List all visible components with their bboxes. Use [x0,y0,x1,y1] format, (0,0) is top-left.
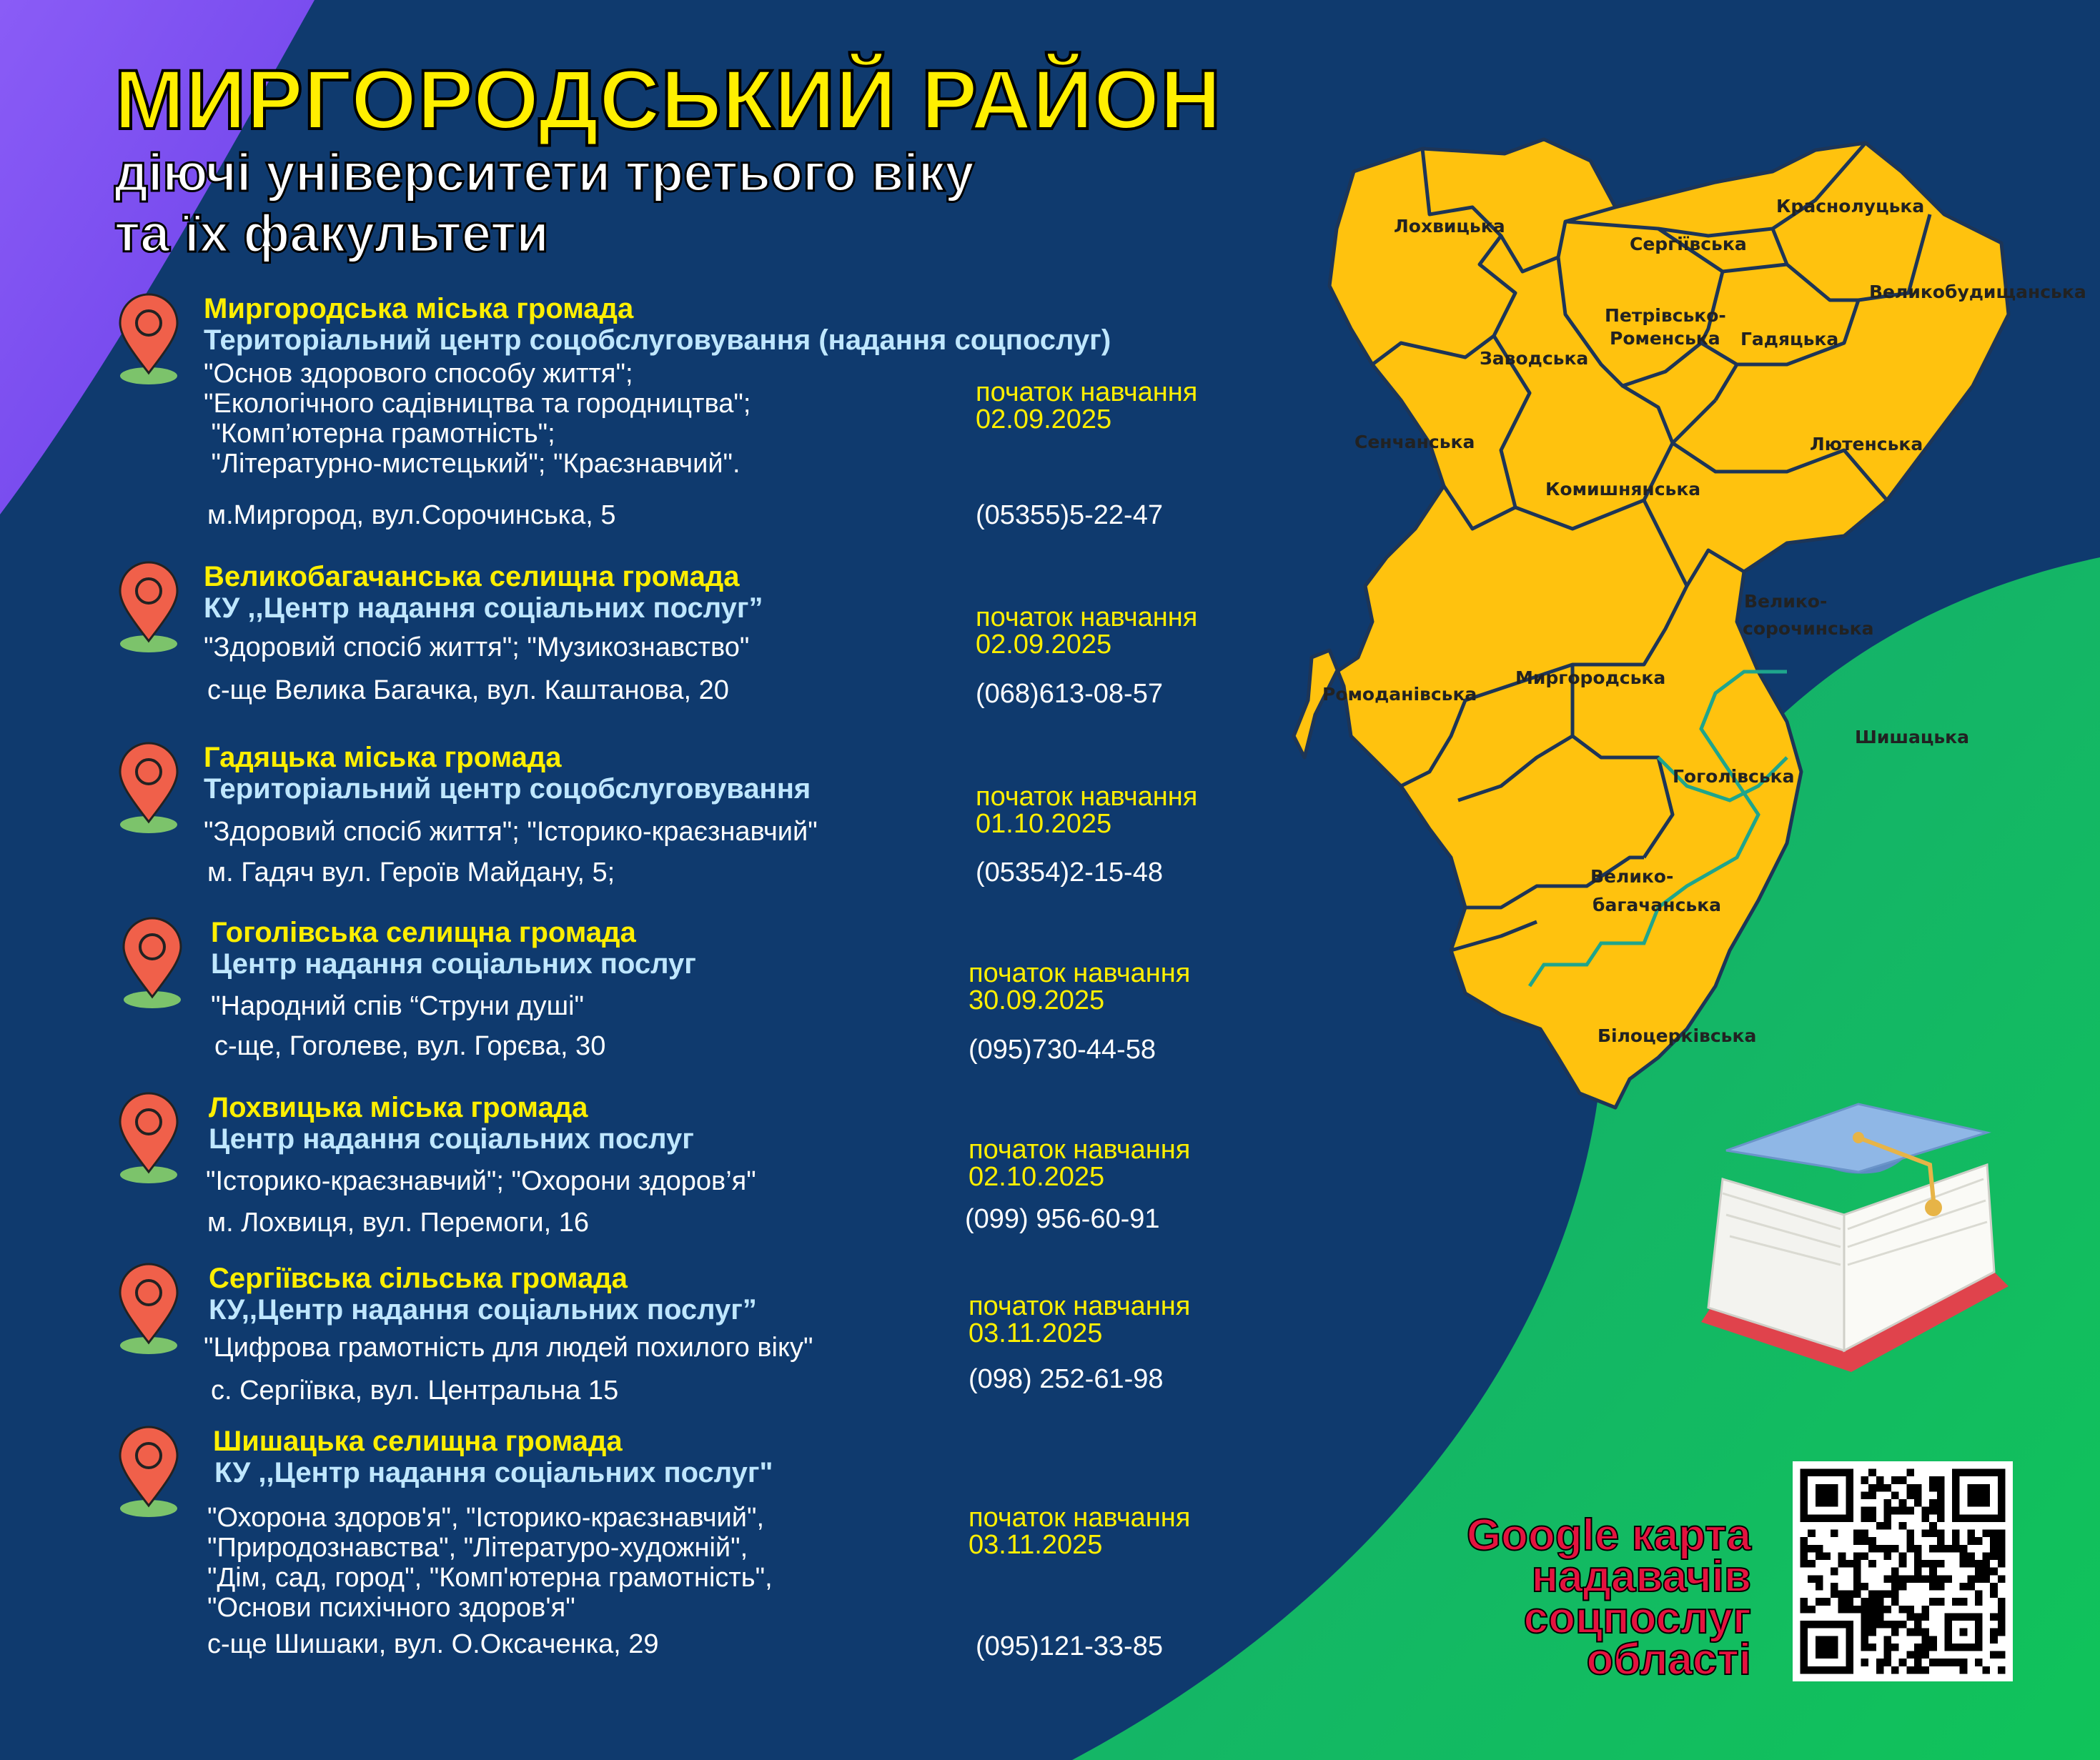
phone-number: (05354)2-15-48 [976,857,1163,888]
faculties-list: "Цифрова грамотність для людей похилого віку" [204,1333,813,1363]
community-name: Сергіївська сільська громада [209,1263,628,1294]
start-label: початок навчання [969,1291,1191,1321]
qr-code[interactable] [1793,1461,2013,1681]
map-label-krasnoluchka: Краснолуцька [1776,196,1925,217]
map-label-hoholivska: Гоголівська [1673,766,1795,787]
start-date: 30.09.2025 [969,985,1105,1015]
start-block [976,783,1197,837]
start-label: початок навчання [969,1503,1191,1533]
community-entry-hadiach [114,742,1258,899]
address: с-ще Шишаки, вул. О.Оксаченка, 29 [207,1629,659,1659]
phone-number: (095)121-33-85 [976,1631,1163,1661]
start-label: початок навчання [969,1135,1191,1165]
start-block [969,960,1190,1014]
map-label-velykobah-line2: багачанська [1593,895,1722,915]
organization-name: КУ ,,Центр надання соціальних послуг” [204,592,763,624]
location-pin-icon [118,917,187,1010]
phone-number: (099) 956-60-91 [965,1204,1160,1234]
map-label-romodanivska: Ромоданівська [1322,684,1477,705]
community-entry-velyka-bahachka [114,561,1258,718]
map-label-komyshnianska: Комишнянська [1545,479,1701,499]
start-label: початок навчання [976,782,1198,812]
map-label-serhiivska: Сергіївська [1630,234,1747,254]
location-pin-icon [114,742,183,835]
map-label-lokhvytska: Лохвицька [1394,216,1505,237]
phone-number: (098) 252-61-98 [969,1364,1164,1394]
community-name: Лохвицька міська громада [209,1092,588,1123]
start-block [969,1293,1190,1347]
community-entry-lokhvytsia [114,1092,1258,1249]
district-map [1287,129,2100,1143]
start-block [969,1504,1190,1558]
start-date: 02.10.2025 [969,1162,1105,1192]
organization-name: Центр надання соціальних послуг [211,948,696,980]
start-label: початок навчання [976,602,1198,632]
map-label-petrivsko-line2: Роменська [1610,328,1720,349]
faculties-list: "Здоровий спосіб життя"; "Музикознавство" [204,632,750,662]
community-entry-hoholeve [114,917,1258,1074]
faculties-list: "Здоровий спосіб життя"; "Історико-краєзнавчий" [204,817,818,847]
address: м. Гадяч вул. Героїв Майдану, 5; [207,857,615,888]
faculties-list: "Історико-краєзнавчий"; "Охорони здоров’я" [206,1166,756,1196]
phone-number: (068)613-08-57 [976,679,1163,709]
start-date: 01.10.2025 [976,809,1112,839]
community-entry-serhiivka [114,1263,1258,1420]
organization-name: Територіальний центр соцобслуговування [204,773,811,805]
organization-name: Територіальний центр соцобслуговування (надання соцпослуг) [204,324,1111,356]
book-graduation-cap-icon [1687,1093,2023,1393]
page-subtitle-line1: діючі університети третього віку [114,143,975,202]
start-block [969,1136,1190,1190]
start-block [976,604,1197,658]
community-name: Миргородська міська громада [204,293,634,324]
map-label-hadiatska: Гадяцька [1740,329,1839,349]
faculties-list: "Охорона здоров'я", "Історико-краєзнавчий", "Природознавства", "Літературо-художній", "Дім, сад, город", "Комп'ютерна грамотність", "Основи психічного здоров'я" [207,1503,773,1623]
community-entry-shyshaky [114,1426,1258,1669]
page-title: МИРГОРОДСЬКИЙ РАЙОН [114,53,1222,147]
location-pin-icon [114,561,183,654]
map-label-petrivsko-line1: Петрівсько- [1605,305,1726,326]
map-label-velykosor-line1: Велико- [1744,591,1828,612]
community-name: Шишацька селищна громада [213,1426,623,1457]
faculties-list: "Народний спів “Струни душі" [211,991,584,1021]
location-pin-icon [114,1263,183,1356]
address: м.Миргород, вул.Сорочинська, 5 [207,500,616,530]
start-block [976,379,1197,433]
faculties-list: "Основ здорового способу життя"; "Екологічного садівництва та городництва"; "Комп’ютерна грамотність"; "Літературно-мистецький"; "Краєзнавчий". [204,359,751,479]
address: м. Лохвиця, вул. Перемоги, 16 [207,1208,590,1238]
address: с-ще, Гоголеве, вул. Горєва, 30 [214,1031,606,1061]
start-date: 03.11.2025 [969,1318,1103,1348]
start-date: 02.09.2025 [976,404,1112,434]
location-pin-icon [114,1426,183,1518]
page-subtitle-line2: та їх факультети [114,204,549,263]
phone-number: (095)730-44-58 [969,1035,1156,1065]
start-label: початок навчання [976,377,1198,407]
map-label-velykobah-line1: Велико- [1590,866,1674,887]
map-label-velykosor-line2: сорочинська [1743,618,1874,639]
map-label-velykobudyshchanska: Великобудищанська [1869,282,2086,302]
start-date: 02.09.2025 [976,630,1112,660]
organization-name: Центр надання соціальних послуг [209,1123,694,1155]
community-name: Великобагачанська селищна громада [204,561,740,592]
address: с. Сергіївка, вул. Центральна 15 [211,1376,619,1406]
location-pin-icon [114,293,183,386]
address: с-ще Велика Багачка, вул. Каштанова, 20 [207,675,729,705]
phone-number: (05355)5-22-47 [976,500,1163,530]
community-entry-myrhorod [114,293,1258,536]
start-label: початок навчання [969,958,1191,988]
map-label-senchanska: Сенчанська [1354,432,1475,452]
location-pin-icon [114,1092,183,1185]
organization-name: КУ,,Центр надання соціальних послуг” [209,1294,757,1326]
map-label-liutenska: Лютенська [1810,434,1923,454]
community-name: Гадяцька міська громада [204,742,562,773]
organization-name: КУ ,,Центр надання соціальних послуг" [214,1457,773,1488]
community-name: Гоголівська селищна громада [211,917,636,948]
start-date: 03.11.2025 [969,1530,1103,1560]
map-label-shyshatska: Шишацька [1855,727,1969,747]
map-label-bilotserkivska: Білоцерківська [1598,1025,1757,1046]
map-label-zavodska: Заводська [1480,348,1589,369]
map-label-myrhorodska: Миргородська [1515,667,1666,688]
google-map-caption: Google карта надавачів соцпослуг області [1466,1511,1751,1684]
